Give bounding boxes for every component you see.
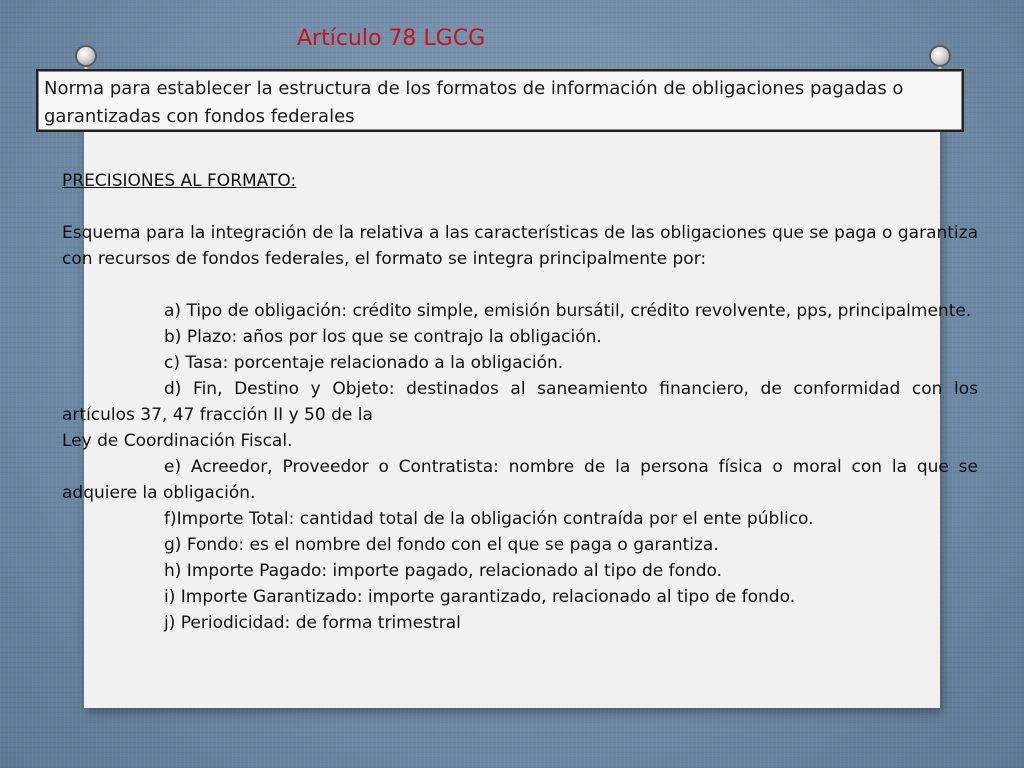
intro-paragraph: Esquema para la integración de la relativa a las características de las obligaciones que se paga o garantiza con recursos de fondos federales, el formato se integra principalmente por: [62, 223, 978, 269]
norma-box [36, 69, 964, 132]
list-item-d-continuation: Ley de Coordinación Fiscal. [62, 431, 293, 451]
section-heading: PRECISIONES AL FORMATO: [62, 171, 297, 191]
content-body [62, 168, 978, 636]
list-item-a: a) Tipo de obligación: crédito simple, emisión bursátil, crédito revolvente, pps, principalmente. [164, 301, 972, 321]
pushpin-icon [929, 45, 951, 67]
list-item-h: h) Importe Pagado: importe pagado, relacionado al tipo de fondo. [164, 561, 723, 581]
list-item-b: b) Plazo: años por los que se contrajo la obligación. [164, 327, 602, 347]
list-item-i: i) Importe Garantizado: importe garantizado, relacionado al tipo de fondo. [164, 587, 796, 607]
pushpin-icon [75, 45, 97, 67]
norma-text: Norma para establecer la estructura de los formatos de información de obligaciones pagadas o garantizadas con fondos federales [44, 78, 904, 127]
list-item-f: f)Importe Total: cantidad total de la obligación contraída por el ente público. [164, 509, 814, 529]
list-item-j: j) Periodicidad: de forma trimestral [164, 613, 461, 633]
list-item-d: d) Fin, Destino y Objeto: destinados al saneamiento financiero, de conformidad con los artículos 37, 47 fracción II y 50 de la [62, 379, 978, 425]
list-item-c: c) Tasa: porcentaje relacionado a la obligación. [164, 353, 564, 373]
slide-title: Artículo 78 LGCG [297, 26, 486, 51]
list-item-e: e) Acreedor, Proveedor o Contratista: nombre de la persona física o moral con la que se adquiere la obligación. [62, 457, 978, 503]
list-item-g: g) Fondo: es el nombre del fondo con el que se paga o garantiza. [164, 535, 719, 555]
